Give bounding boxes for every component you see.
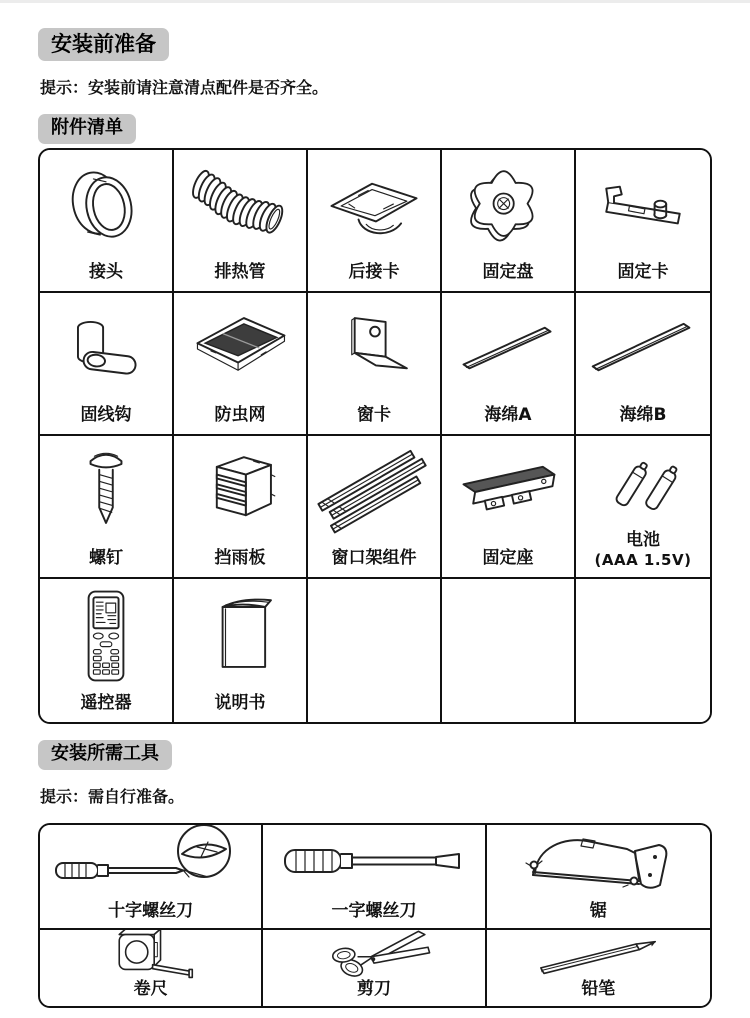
tool-label: 剪刀: [356, 979, 391, 1000]
accessory-cell-screw: [40, 436, 174, 579]
accessory-label: 防虫网: [214, 405, 266, 426]
accessory-label: 窗口架组件: [331, 548, 417, 569]
pencil-icon: [487, 930, 710, 980]
battery-spec-text: (AAA 1.5V): [594, 550, 692, 569]
tool-label: 铅笔: [581, 979, 616, 1000]
ring-connector-icon: [40, 150, 172, 263]
window-frame-kit-icon: [308, 436, 440, 549]
rain-shield-icon: [174, 436, 306, 549]
accessory-label: 固定座: [482, 548, 534, 569]
accessory-cell-batteries: [576, 436, 710, 579]
accessory-cell-window-frame-kit: [308, 436, 442, 579]
window-bracket-icon: [308, 293, 440, 406]
accessory-cell-rain-shield: [174, 436, 308, 579]
fixing-seat-icon: [442, 436, 574, 549]
accessory-cell-exhaust-hose: [174, 150, 308, 293]
fixing-clip-icon: [576, 150, 710, 263]
accessory-label: 固线钩: [80, 405, 132, 426]
tool-cell-pencil: [487, 930, 710, 1006]
accessory-label: 后接卡: [348, 262, 400, 283]
manual-page: [0, 3, 750, 1008]
tool-cell-tape-measure: [40, 930, 263, 1006]
accessory-label: 电池 (AAA 1.5V): [594, 530, 692, 569]
accessory-cell-empty: [576, 579, 710, 722]
accessory-cell-wire-hook: [40, 293, 174, 436]
section-title-prep: 安装前准备: [38, 28, 169, 61]
screw-icon: [40, 436, 172, 549]
batteries-icon: [576, 436, 710, 531]
accessory-label: 说明书: [214, 693, 266, 714]
wire-hook-icon: [40, 293, 172, 406]
sponge-a-icon: [442, 293, 574, 406]
accessory-label: 固定盘: [482, 262, 534, 283]
tool-label: 锯: [589, 901, 607, 922]
accessories-table: [38, 148, 712, 724]
accessory-label: 海绵B: [619, 405, 667, 426]
insect-screen-icon: [174, 293, 306, 406]
accessory-label: 窗卡: [357, 405, 391, 426]
accessory-cell-sponge-a: [442, 293, 576, 436]
tools-table: [38, 823, 712, 1008]
manual-book-icon: [174, 579, 306, 694]
accessory-cell-sponge-b: [576, 293, 710, 436]
hacksaw-icon: [487, 825, 710, 902]
remote-control-icon: [40, 579, 172, 694]
scissors-icon: [263, 930, 484, 980]
tool-cell-hacksaw: [487, 825, 710, 930]
tool-cell-scissors: [263, 930, 486, 1006]
accessory-cell-empty: [308, 579, 442, 722]
phillips-screwdriver-icon: [40, 825, 261, 902]
accessory-label: 海绵A: [484, 405, 532, 426]
accessory-cell-insect-screen: [174, 293, 308, 436]
exhaust-hose-icon: [174, 150, 306, 263]
tools-tip-text: 提示：需自行准备。: [40, 786, 185, 806]
accessory-cell-fixing-seat: [442, 436, 576, 579]
prep-tip-text: 提示：安装前请注意清点配件是否齐全。: [40, 78, 329, 98]
accessory-cell-rear-adapter: [308, 150, 442, 293]
accessory-cell-star-knob: [442, 150, 576, 293]
sponge-b-icon: [576, 293, 710, 406]
accessory-cell-manual-book: [174, 579, 308, 722]
tool-cell-flat-screwdriver: [263, 825, 486, 930]
section-title-tools: 安装所需工具: [38, 740, 172, 770]
tape-measure-icon: [40, 930, 261, 980]
tool-label: 一字螺丝刀: [331, 901, 417, 922]
accessory-label: 螺钉: [89, 548, 123, 569]
accessory-cell-connector: [40, 150, 174, 293]
section-title-parts: 附件清单: [38, 114, 136, 144]
tool-label: 卷尺: [133, 979, 168, 1000]
accessory-cell-empty: [442, 579, 576, 722]
accessory-label: 排热管: [214, 262, 266, 283]
rear-adapter-icon: [308, 150, 440, 263]
tool-cell-phillips-screwdriver: [40, 825, 263, 930]
accessory-label: 遥控器: [80, 693, 132, 714]
star-knob-icon: [442, 150, 574, 263]
accessory-cell-window-bracket: [308, 293, 442, 436]
accessory-label: 接头: [89, 262, 123, 283]
accessory-cell-fixing-clip: [576, 150, 710, 293]
flat-screwdriver-icon: [263, 825, 484, 902]
accessory-cell-remote-control: [40, 579, 174, 722]
accessory-label: 挡雨板: [214, 548, 266, 569]
tool-label: 十字螺丝刀: [108, 901, 194, 922]
accessory-label: 固定卡: [617, 262, 669, 283]
